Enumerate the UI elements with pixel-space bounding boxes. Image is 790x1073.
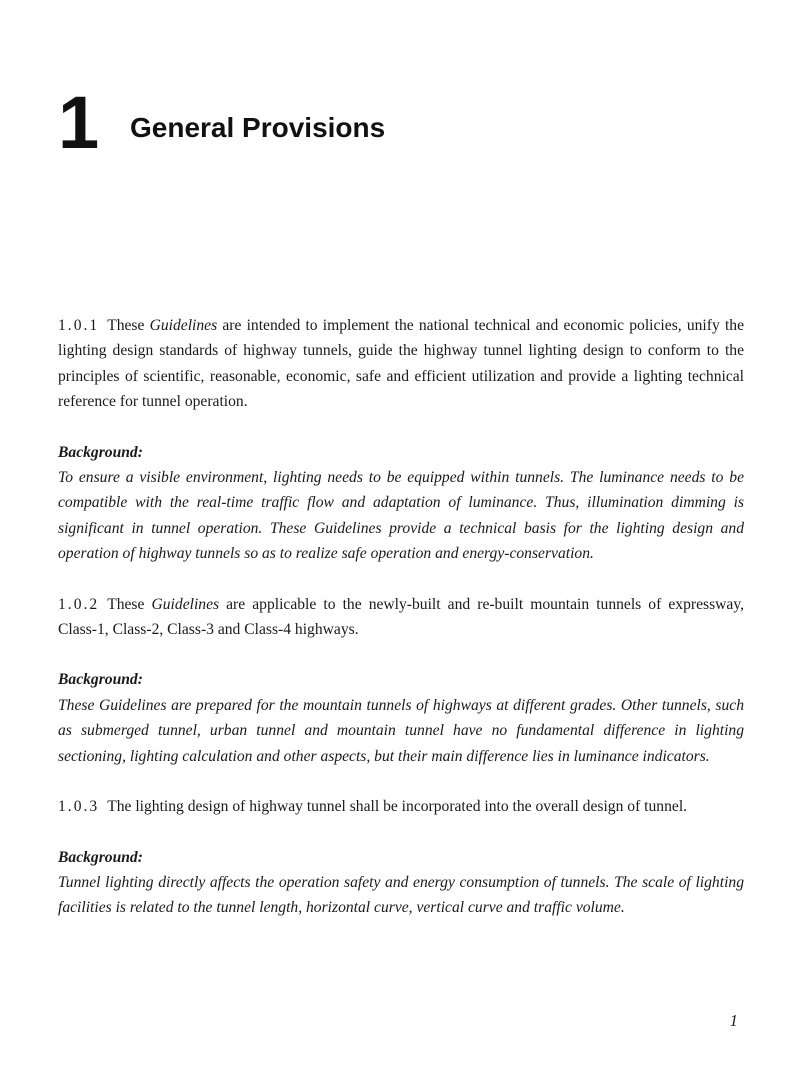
chapter-heading <box>58 81 386 164</box>
clause-number: 1.0.2 <box>58 595 100 613</box>
clause-number: 1.0.3 <box>58 798 100 816</box>
background-label: Background: <box>58 671 143 689</box>
document-body <box>58 313 744 946</box>
clause-text: are intended to implement the national technical and economic policies, unify the lighting design standards of highway tunnels, guide the highway tunnel lighting design to conform to the principles of scientific, reasonable, economic, safe and efficient utilization and provide a lighting technical reference for tunnel operation. <box>58 317 744 411</box>
background-text: These Guidelines are prepared for the mountain tunnels of highways at different grades. Other tunnels, such as submerged tunnel, urban tunnel and mountain tunnel have no fundamental difference in lighting sectioning, lighting calculation and other aspects, but their main difference lies in luminance indicators. <box>58 696 744 765</box>
clause-text-lead: These <box>107 595 152 613</box>
background-text: Tunnel lighting directly affects the operation safety and energy consumption of tunnels. The scale of lighting facilities is related to the tunnel length, horizontal curve, vertical curve and traffic volume. <box>58 873 744 917</box>
clause-text: The lighting design of highway tunnel shall be incorporated into the overall design of tunnel. <box>107 798 688 816</box>
page-number: 1 <box>729 1011 738 1030</box>
clause-1-0-2 <box>58 592 744 643</box>
clause-1-0-1 <box>58 313 744 415</box>
background-label: Background: <box>58 848 143 866</box>
background-label: Background: <box>58 443 143 461</box>
clause-number: 1.0.1 <box>58 317 100 334</box>
background-text: To ensure a visible environment, lighting needs to be equipped within tunnels. The luminance needs to be compatible with the real-time traffic flow and adaptation of luminance. Thus, illumination dimming is significant in tunnel operation. These Guidelines provide a technical basis for the lighting design and operation of highway tunnels so as to realize safe operation and energy-conservation. <box>58 469 744 563</box>
chapter-title: General Provisions <box>130 112 386 143</box>
chapter-number: 1 <box>58 81 100 164</box>
clause-text: are applicable to the newly-built and re-built mountain tunnels of expressway, Class-1, Class-2, Class-3 and Class-4 highways. <box>58 595 744 639</box>
clause-text-emphasis: Guidelines <box>151 595 220 613</box>
clause-text-emphasis: Guidelines <box>149 317 218 334</box>
clause-1-0-3 <box>58 794 744 819</box>
clause-text-lead: These <box>107 317 150 334</box>
